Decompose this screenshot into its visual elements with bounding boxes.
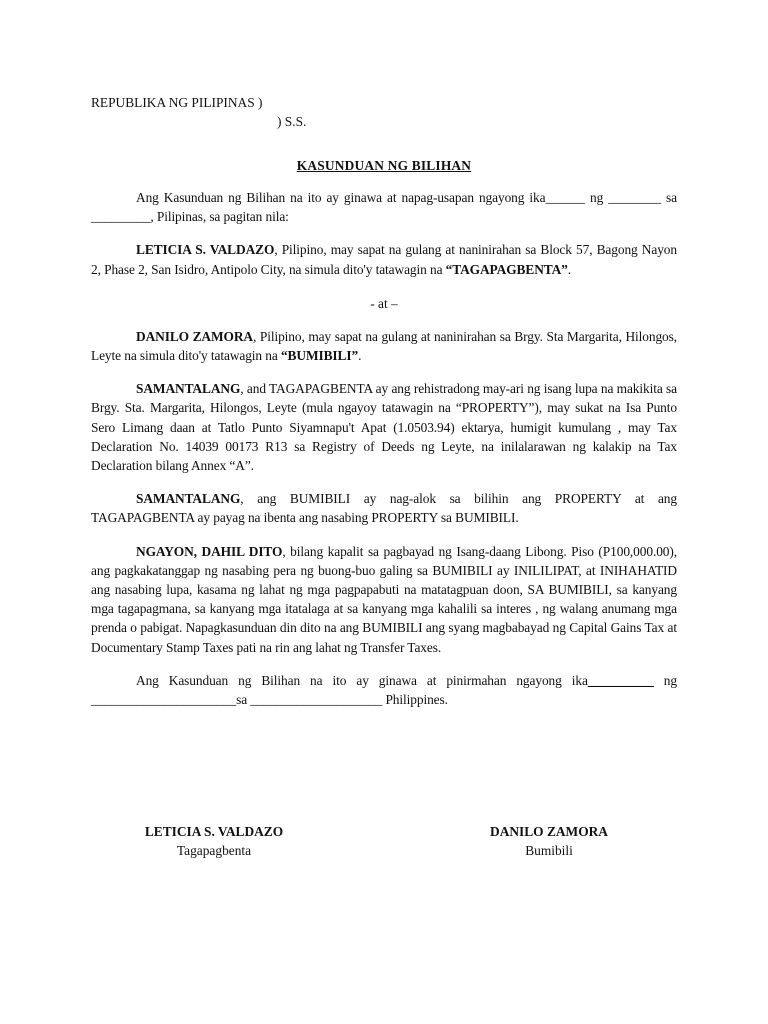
seller-paragraph [91, 240, 677, 278]
samantalang-lead-2: SAMANTALANG [136, 491, 241, 507]
ss-line: ) S.S. [277, 114, 307, 129]
buyer-text: , Pilipino, may sapat na gulang at naninirahan sa Brgy. Sta Margarita, Hilongos, Leyte na simula dito'y tatawagin na [91, 328, 677, 364]
republika-line: REPUBLIKA NG PILIPINAS ) [91, 95, 263, 110]
samantalang-lead-1: SAMANTALANG [136, 381, 241, 397]
seller-designation: “TAGAPAGBENTA” [445, 261, 568, 277]
buyer-signature-name: DANILO ZAMORA [490, 824, 608, 839]
buyer-signature-block [449, 822, 649, 860]
ngayon-text: , bilang kapalit sa pagbayad ng Isang-daang Libong. Piso (P100,000.00), ang pagkakatanggap ng nasabing pera ng buong-buo galing sa BUMIBILI ay INILILIPAT, at INIHAHATID ang nasabing lupa, kasama ng lahat ng mga pagpapabuti na matatagpuan doon, SA BUMIBILI, sa kanyang mga tagapagmana, sa kanyang mga itatalaga at sa kanyang mga kahalili sa interes , ng walang anumang mga prenda o pabigat. Napagkasunduan din dito na ang BUMIBILI ang syang magbabayad ng Capital Gains Tax at Documentary Stamp Taxes pati na rin ang lahat ng Transfer Taxes. [91, 543, 677, 655]
seller-end: . [567, 261, 572, 277]
ngayon-lead: NGAYON, DAHIL DITO [136, 543, 283, 559]
buyer-end: . [358, 348, 362, 364]
document-body [91, 93, 677, 709]
seller-text: , Pilipino, may sapat na gulang at naninirahan sa Block 57, Bagong Nayon 2, Phase 2, San Isidro, Antipolo City, na simula dito'y tatawagin na [91, 242, 677, 277]
ngayon-paragraph [91, 542, 677, 657]
intro-paragraph [91, 188, 677, 226]
buyer-designation: “BUMIBILI” [280, 348, 359, 364]
document-title: KASUNDUAN NG BILIHAN [296, 158, 472, 173]
seller-signature-name: LETICIA S. VALDAZO [144, 824, 284, 839]
buyer-signature-role: Bumibili [525, 843, 573, 858]
samantalang-text-2: , ang BUMIBILI ay nag-alok sa bilihin ang PROPERTY at ang TAGAPAGBENTA ay payag na ibenta ang nasabing PROPERTY sa BUMIBILI. [91, 491, 677, 526]
seller-signature-block [114, 822, 314, 860]
seller-name: LETICIA S. VALDAZO [136, 242, 275, 258]
closing-text-2: ng ______________________sa ____________________ Philippines. [91, 672, 677, 708]
closing-text-1: Ang Kasunduan ng Bilihan na ito ay ginawa at pinirmahan ngayong ika [136, 672, 588, 688]
samantalang-paragraph-1 [91, 379, 677, 475]
intro-text: Ang Kasunduan ng Bilihan na ito ay ginawa at napag-usapan ngayong ika______ ng ________ sa _________, Pilipinas, sa pagitan nila: [91, 190, 677, 225]
at-separator: - at – [370, 295, 398, 311]
closing-blank-1: __________ [587, 672, 654, 688]
closing-paragraph [91, 671, 677, 709]
buyer-name: DANILO ZAMORA [136, 328, 253, 344]
samantalang-text-1: , and TAGAPAGBENTA ay ang rehistradong may-ari ng isang lupa na makikita sa Brgy. Sta. Margarita, Hilongos, Leyte (mula ngayoy tatawagin na “PROPERTY”), may sukat na Isa Punto Sero Limang daan at Tatlo Punto Siyamnapu't Apat (1.0503.94) ektarya, humigit kumulang , may Tax Declaration No. 14039 00173 R13 sa Registry of Deeds ng Leyte, na inilalarawan ng kalakip na Tax Declaration bilang Annex “A”. [91, 381, 677, 474]
seller-signature-role: Tagapagbenta [176, 843, 252, 858]
buyer-paragraph [91, 327, 677, 365]
samantalang-paragraph-2 [91, 489, 677, 527]
